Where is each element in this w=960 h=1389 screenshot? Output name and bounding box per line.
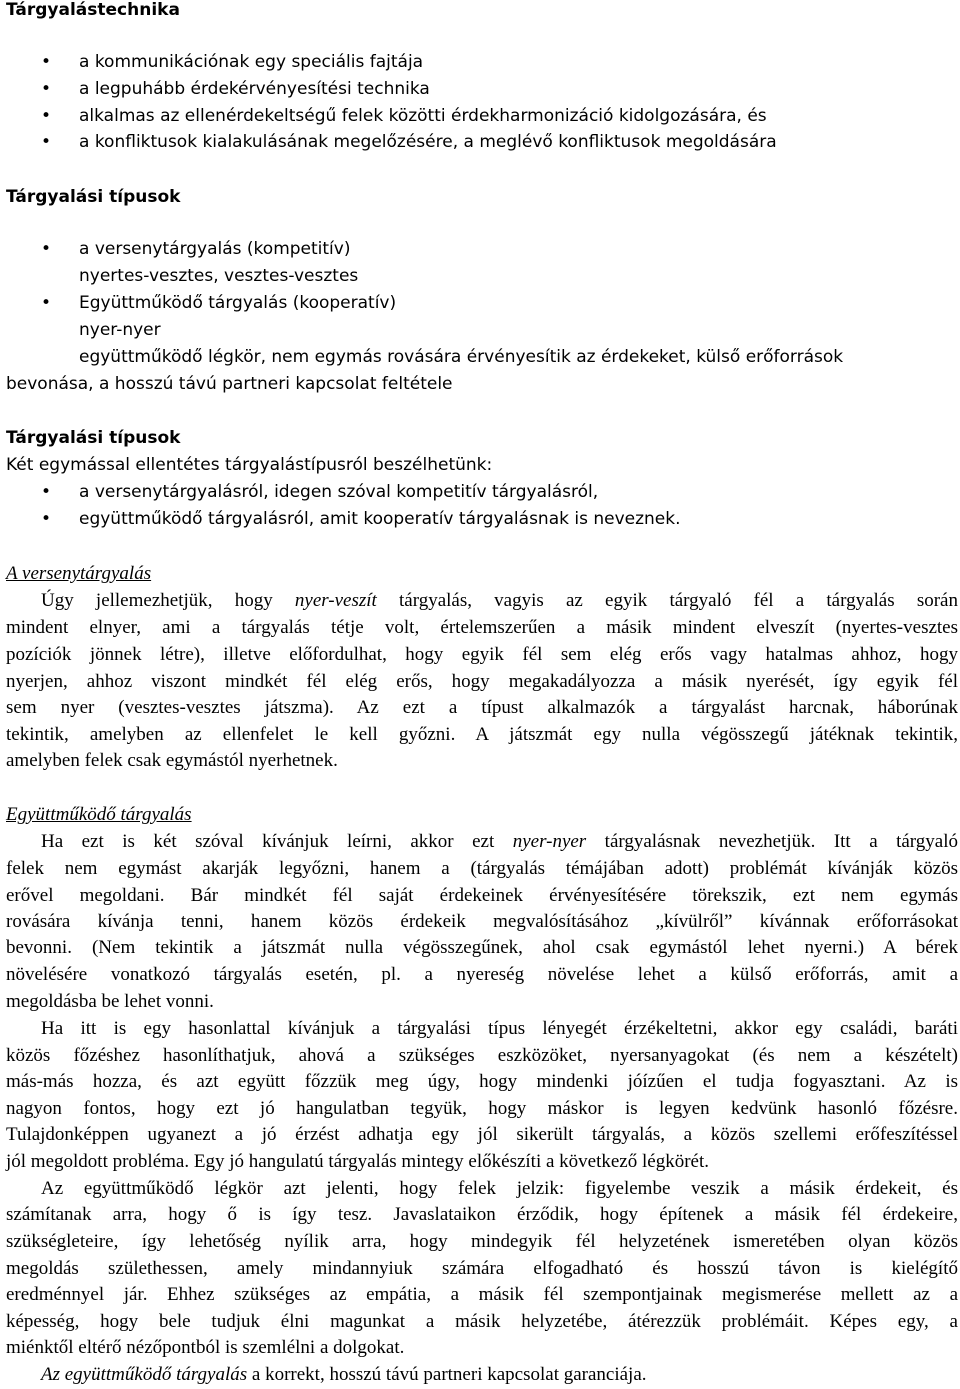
paragraph-line: más-más hozza, és azt együtt főzzük meg úgy, hogy mindenki jóízűen el tudja fogyasztani. Az is bbox=[6, 1071, 958, 1092]
paragraph-line: nagyon fontos, hogy ezt jó hangulatban tegyük, hogy máskor is legyen kedvünk hasonló főzésre. bbox=[6, 1098, 958, 1119]
paragraph-line: amelyben felek csak egymástól nyerhetnek. bbox=[6, 750, 338, 771]
bullet-icon: • bbox=[41, 509, 52, 529]
subsection-heading bbox=[6, 563, 151, 585]
heading-text: Együttműködő tárgyalás bbox=[6, 804, 192, 825]
list-item-detail: nyer-nyer bbox=[79, 320, 161, 340]
list-item: a konfliktusok kialakulásának megelőzésére, a meglévő konfliktusok megoldására bbox=[79, 132, 777, 152]
paragraph-line: rovására kívánja tenni, hanem közös érdekeik megvalósításához „kívülről” kívánnak erőforrásokat bbox=[6, 911, 958, 932]
list-item: a legpuhább érdekérvényesítési technika bbox=[79, 79, 430, 99]
paragraph-line: erővel megoldani. Bár mindkét fél saját érdekeinek érvényesítésére törekszik, ezt nem egymás bbox=[6, 885, 958, 906]
paragraph-line: miénktől eltérő nézőpontból is szemlélni a dolgokat. bbox=[6, 1337, 405, 1358]
emphasis: nyer-veszít bbox=[294, 590, 377, 611]
paragraph-line: megoldás születhessen, amely mindannyiuk számára elfogadható és hosszú távon is kielégítő bbox=[6, 1258, 958, 1279]
list-item: alkalmas az ellenérdekeltségű felek közötti érdekharmonizáció kidolgozására, és bbox=[79, 106, 767, 126]
paragraph-line bbox=[41, 590, 958, 612]
text-run: tárgyalásnak nevezhetjük. Itt a tárgyaló bbox=[586, 831, 959, 852]
list-item: együttműködő tárgyalásról, amit kooperatív tárgyalásnak is neveznek. bbox=[79, 509, 681, 529]
section-intro: Két egymással ellentétes tárgyalástípusról beszélhetünk: bbox=[6, 455, 493, 475]
heading-text: A versenytárgyalás bbox=[6, 563, 152, 584]
bullet-icon: • bbox=[41, 293, 52, 313]
section-heading: Tárgyalási típusok bbox=[6, 428, 181, 448]
paragraph-line: Az együttműködő légkör azt jelenti, hogy felek jelzik: figyelembe veszik a másik érdekeit, és bbox=[41, 1178, 958, 1199]
paragraph-line: mindent elnyer, ami a tárgyalás tétje volt, értelemszerűen a másik mindent elveszít (nyertes-vesztes bbox=[6, 617, 958, 638]
list-item: a kommunikációnak egy speciális fajtája bbox=[79, 52, 424, 72]
bullet-icon: • bbox=[41, 482, 52, 502]
text-run: Úgy jellemezhetjük, hogy bbox=[41, 590, 295, 611]
bullet-icon: • bbox=[41, 106, 52, 126]
emphasis: Az együttműködő tárgyalás bbox=[41, 1364, 248, 1385]
emphasis: nyer-nyer bbox=[512, 831, 587, 852]
paragraph-line: nyerjen, ahhoz viszont mindkét fél elég erős, hogy megakadályozza a másik nyerését, így egyik fél bbox=[6, 671, 958, 692]
section-heading: Tárgyalási típusok bbox=[6, 187, 181, 207]
paragraph-line: Tulajdonképpen ugyanezt a jó érzést adhatja egy jól sikerült tárgyalás, a közös szellemi erőfeszítéssel bbox=[6, 1124, 958, 1145]
paragraph-line: növelésére vonatkozó tárgyalás esetén, pl. a nyereség növelése lehet a külső erőforrás, amit a bbox=[6, 964, 958, 985]
paragraph-line: képesség, hogy bele tudjuk élni magunkat a másik helyzetébe, átérezzük problémáit. Képes egy, a bbox=[6, 1311, 958, 1332]
paragraph-line: felek nem egymást akarják legyőzni, hanem a (tárgyalás témájában adott) problémát kívánják közös bbox=[6, 858, 958, 879]
paragraph-line: számítanak arra, hogy ő is így tesz. Javaslataikon érződik, hogy építenek a másik fél érdekeire, bbox=[6, 1204, 958, 1225]
bullet-icon: • bbox=[41, 79, 52, 99]
text-run: a korrekt, hosszú távú partneri kapcsolat garanciája. bbox=[247, 1364, 647, 1385]
text-run: tárgyalás, vagyis az egyik tárgyaló fél a tárgyalás során bbox=[376, 590, 958, 611]
paragraph-line: eredménnyel jár. Ehhez szükséges az empátia, a másik fél szempontjainak megismerése mellett az a bbox=[6, 1284, 958, 1305]
paragraph-line: tekintik, amelyben az ellenfelet le kell győzni. A játszmát egy nulla végösszegű játéknak tekintik, bbox=[6, 724, 958, 745]
paragraph-line: sem nyer (vesztes-vesztes játszma). Az ezt a típust alkalmazók a tárgyalást harcnak, háborúnak bbox=[6, 697, 958, 718]
text-run: Ha ezt is két szóval kívánjuk leírni, akkor ezt bbox=[41, 831, 513, 852]
list-item-detail: nyertes-vesztes, vesztes-vesztes bbox=[79, 266, 359, 286]
subsection-heading bbox=[6, 804, 192, 826]
page-title: Tárgyalástechnika bbox=[6, 0, 180, 20]
paragraph-line: pozíciók jönnek létre), illetve előfordulhat, hogy egyik fél sem elég erős vagy hatalmas ahhoz, hogy bbox=[6, 644, 958, 665]
paragraph-line: közös főzéshez hasonlíthatjuk, ahová a szükséges eszközöket, nyersanyagokat (és nem a készételt) bbox=[6, 1045, 958, 1066]
paragraph-line bbox=[41, 831, 958, 853]
list-item-detail: együttműködő légkör, nem egymás rovására érvényesítik az érdekeket, külső erőforrások bbox=[79, 347, 844, 367]
closing-line bbox=[41, 1364, 647, 1386]
paragraph-line: jól megoldott probléma. Egy jó hangulatú tárgyalás mintegy előkészíti a következő légkörét. bbox=[6, 1151, 709, 1172]
paragraph-line: Ha itt is egy hasonlattal kívánjuk a tárgyalási típus lényegét érzékeltetni, akkor egy családi, baráti bbox=[41, 1018, 958, 1039]
list-item: a versenytárgyalásról, idegen szóval kompetitív tárgyalásról, bbox=[79, 482, 599, 502]
list-item-detail: bevonása, a hosszú távú partneri kapcsolat feltétele bbox=[6, 374, 453, 394]
paragraph-line: bevonni. (Nem tekintik a játszmát nulla végösszegűnek, ahol csak egymástól lehet nyerni.) A bérek bbox=[6, 937, 958, 958]
bullet-icon: • bbox=[41, 132, 52, 152]
list-item: a versenytárgyalás (kompetitív) bbox=[79, 239, 351, 259]
bullet-icon: • bbox=[41, 239, 52, 259]
bullet-icon: • bbox=[41, 52, 52, 72]
paragraph-line: szükségleteire, így lehetőség nyílik arra, hogy mindegyik fél helyzetének ismeretében olyan közös bbox=[6, 1231, 958, 1252]
list-item: Együttműködő tárgyalás (kooperatív) bbox=[79, 293, 397, 313]
paragraph-line: megoldásba be lehet vonni. bbox=[6, 991, 214, 1012]
